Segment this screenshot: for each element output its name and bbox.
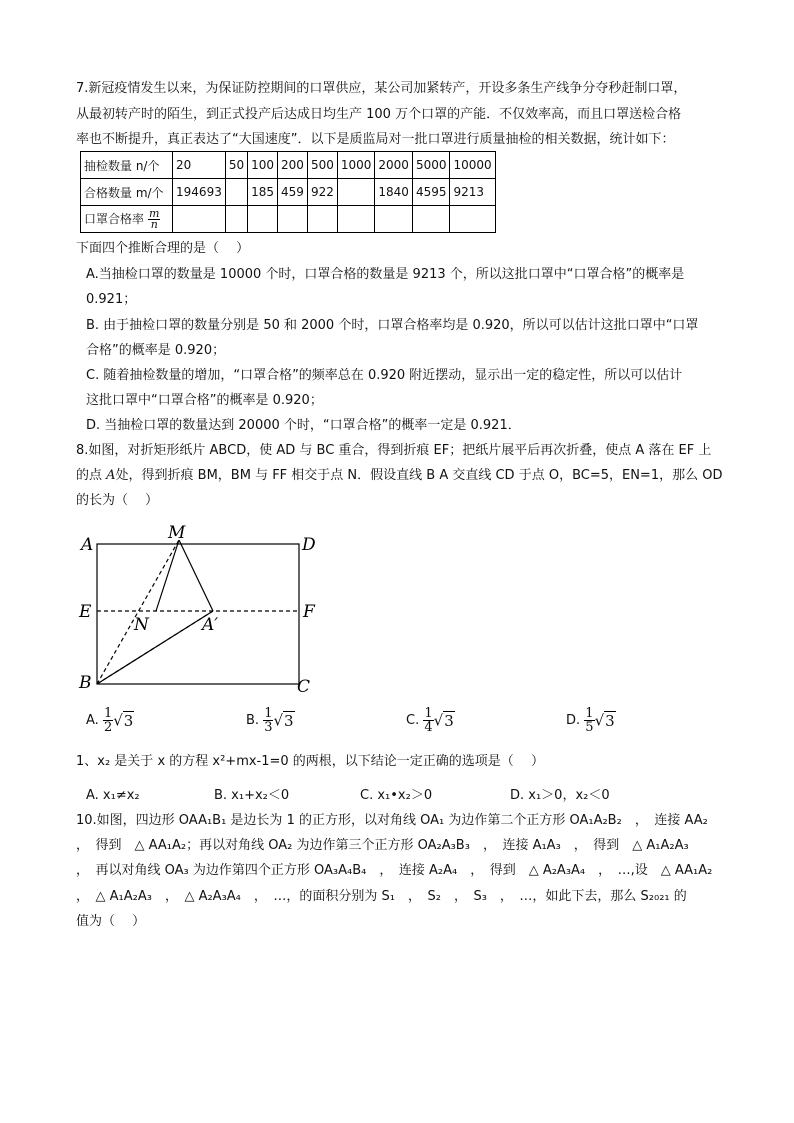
- table-cell: 10000: [450, 152, 495, 179]
- rate-fraction: $\frac{m}{n}$: [149, 206, 160, 231]
- q10-line-2: ， 得到 △ AA₁A₂；再以对角线 OA₂ 为边作第三个正方形 OA₂A₃B₃ ， 连接 A₁A₃ ， 得到 △ A₁A₂A₃: [76, 838, 689, 853]
- table-cell: 922: [307, 179, 337, 206]
- q9-option-a: A. x₁≠x₂: [86, 788, 140, 803]
- table-cell: 50: [225, 152, 247, 179]
- q8-answer-b: B. $\frac{1}{3}$ √3: [246, 706, 294, 735]
- table-cell: 1840: [375, 179, 413, 206]
- label-a-prime: A′: [202, 615, 219, 635]
- table-row-label: 抽检数量 n/个: [81, 152, 173, 179]
- label-d: D: [302, 535, 316, 555]
- table-cell: 2000: [375, 152, 413, 179]
- point-a-prime-glyph: A: [106, 468, 116, 483]
- table-row-label: 口罩合格率 $\frac{m}{n}$: [81, 206, 173, 233]
- q9-option-b: B. x₁+x₂＜0: [214, 788, 290, 803]
- table-cell: 194693: [173, 179, 226, 206]
- label-a: A: [81, 535, 94, 555]
- table-cell: 500: [307, 152, 337, 179]
- table-cell: 185: [248, 179, 278, 206]
- table-cell: 100: [248, 152, 278, 179]
- q7-line-3: 率也不断提升，真正表达了“大国速度”．以下是质监局对一批口罩进行质量抽检的相关数据，统计如下：: [76, 132, 675, 147]
- q8-answer-a: A. $\frac{1}{2}$ √3: [86, 706, 134, 735]
- label-c: C: [297, 677, 311, 697]
- q7-option-a: A.当抽检口罩的数量是 10000 个时，口罩合格的数量是 9213 个，所以这批口罩中“口罩合格”的概率是: [86, 267, 685, 282]
- table-row: [81, 179, 496, 206]
- q8-answer-d: D. $\frac{1}{5}$ √3: [566, 706, 615, 735]
- table-cell: [337, 179, 375, 206]
- table-cell: [248, 206, 278, 233]
- label-e: E: [79, 602, 92, 622]
- q7-option-c-cont: 这批口罩中“口罩合格”的概率是 0.920；: [86, 393, 323, 408]
- table-cell: 5000: [412, 152, 450, 179]
- q10-line-5: 值为（ ）: [76, 914, 146, 929]
- q8-line-1: 8.如图，对折矩形纸片 ABCD，使 AD 与 BC 重合，得到折痕 EF；把纸片展平后再次折叠，使点 A 落在 EF 上: [76, 443, 712, 458]
- q7-line-2: 从最初转产时的陌生，到正式投产后达成日均生产 100 万个口罩的产能．不仅效率高，而且口罩送检合格: [76, 107, 682, 122]
- q9-option-c: C. x₁•x₂＞0: [360, 788, 433, 803]
- table-row-label: 合格数量 m/个: [81, 179, 173, 206]
- table-cell: 9213: [450, 179, 495, 206]
- q9-stem: 1、x₂ 是关于 x 的方程 x²+mx-1=0 的两根，以下结论一定正确的选项是（ ）: [76, 754, 544, 769]
- table-cell: [412, 206, 450, 233]
- label-n: N: [134, 615, 149, 635]
- folding-rectangle-figure: [76, 520, 336, 700]
- q7-line-1: 7.新冠疫情发生以来，为保证防控期间的口罩供应，某公司加紧转产，开设多条生产线争分夺秒赶制口罩，: [76, 81, 687, 96]
- q7-option-a-cont: 0.921；: [86, 292, 137, 307]
- q7-option-d: D. 当抽检口罩的数量达到 20000 个时，“口罩合格”的概率一定是 0.921．: [86, 418, 521, 433]
- table-cell: 4595: [412, 179, 450, 206]
- label-b: B: [79, 673, 92, 693]
- q7-prompt: 下面四个推断合理的是（ ）: [76, 241, 250, 256]
- table-cell: [307, 206, 337, 233]
- table-row: [81, 152, 496, 179]
- q7-option-b: B. 由于抽检口罩的数量分别是 50 和 2000 个时，口罩合格率均是 0.920，所以可以估计这批口罩中“口罩: [86, 318, 699, 333]
- table-cell: [337, 206, 375, 233]
- segment-ba-prime-solid: [97, 611, 213, 684]
- table-cell: 200: [278, 152, 308, 179]
- table-cell: [278, 206, 308, 233]
- table-cell: 459: [278, 179, 308, 206]
- table-row: [81, 206, 496, 233]
- q9-option-d: D. x₁＞0，x₂＜0: [510, 788, 610, 803]
- table-cell: [225, 206, 247, 233]
- label-f: F: [303, 602, 315, 622]
- q8-line-2: 的点 A处，得到折痕 BM，BM 与 FF 相交于点 N．假设直线 B A 交直线 CD 于点 O，BC=5，EN=1，那么 OD: [76, 468, 723, 483]
- inspection-table: [80, 151, 496, 233]
- q7-option-c: C. 随着抽检数量的增加，“口罩合格”的频率总在 0.920 附近摆动，显示出一定的稳定性，所以可以估计: [86, 368, 683, 383]
- table-cell: [450, 206, 495, 233]
- segment-ma-prime: [179, 540, 213, 611]
- label-m: M: [168, 523, 186, 543]
- q10-line-4: ， △ A₁A₂A₃ ， △ A₂A₃A₄ ， …，的面积分别为 S₁ ， S₂ ， S₃ ， …，如此下去，那么 S₂₀₂₁ 的: [76, 889, 687, 904]
- table-cell: 20: [173, 152, 226, 179]
- q8-answer-c: C. $\frac{1}{4}$ √3: [406, 706, 454, 735]
- segment-mn: [156, 540, 179, 611]
- table-cell: 1000: [337, 152, 375, 179]
- q10-line-1: 10.如图，四边形 OAA₁B₁ 是边长为 1 的正方形，以对角线 OA₁ 为边作第二个正方形 OA₁A₂B₂ ， 连接 AA₂: [76, 813, 708, 828]
- table-cell: [225, 179, 247, 206]
- table-cell: [173, 206, 226, 233]
- rectangle-abcd: [97, 544, 299, 684]
- crease-bm: [97, 540, 179, 684]
- q8-line-3: 的长为（ ）: [76, 493, 159, 508]
- q10-line-3: ， 再以对角线 OA₃ 为边作第四个正方形 OA₃A₄B₄ ， 连接 A₂A₄ ， 得到 △ A₂A₃A₄ ， …,设 △ AA₁A₂: [76, 863, 713, 878]
- q7-option-b-cont: 合格”的概率是 0.920；: [86, 343, 226, 358]
- table-cell: [375, 206, 413, 233]
